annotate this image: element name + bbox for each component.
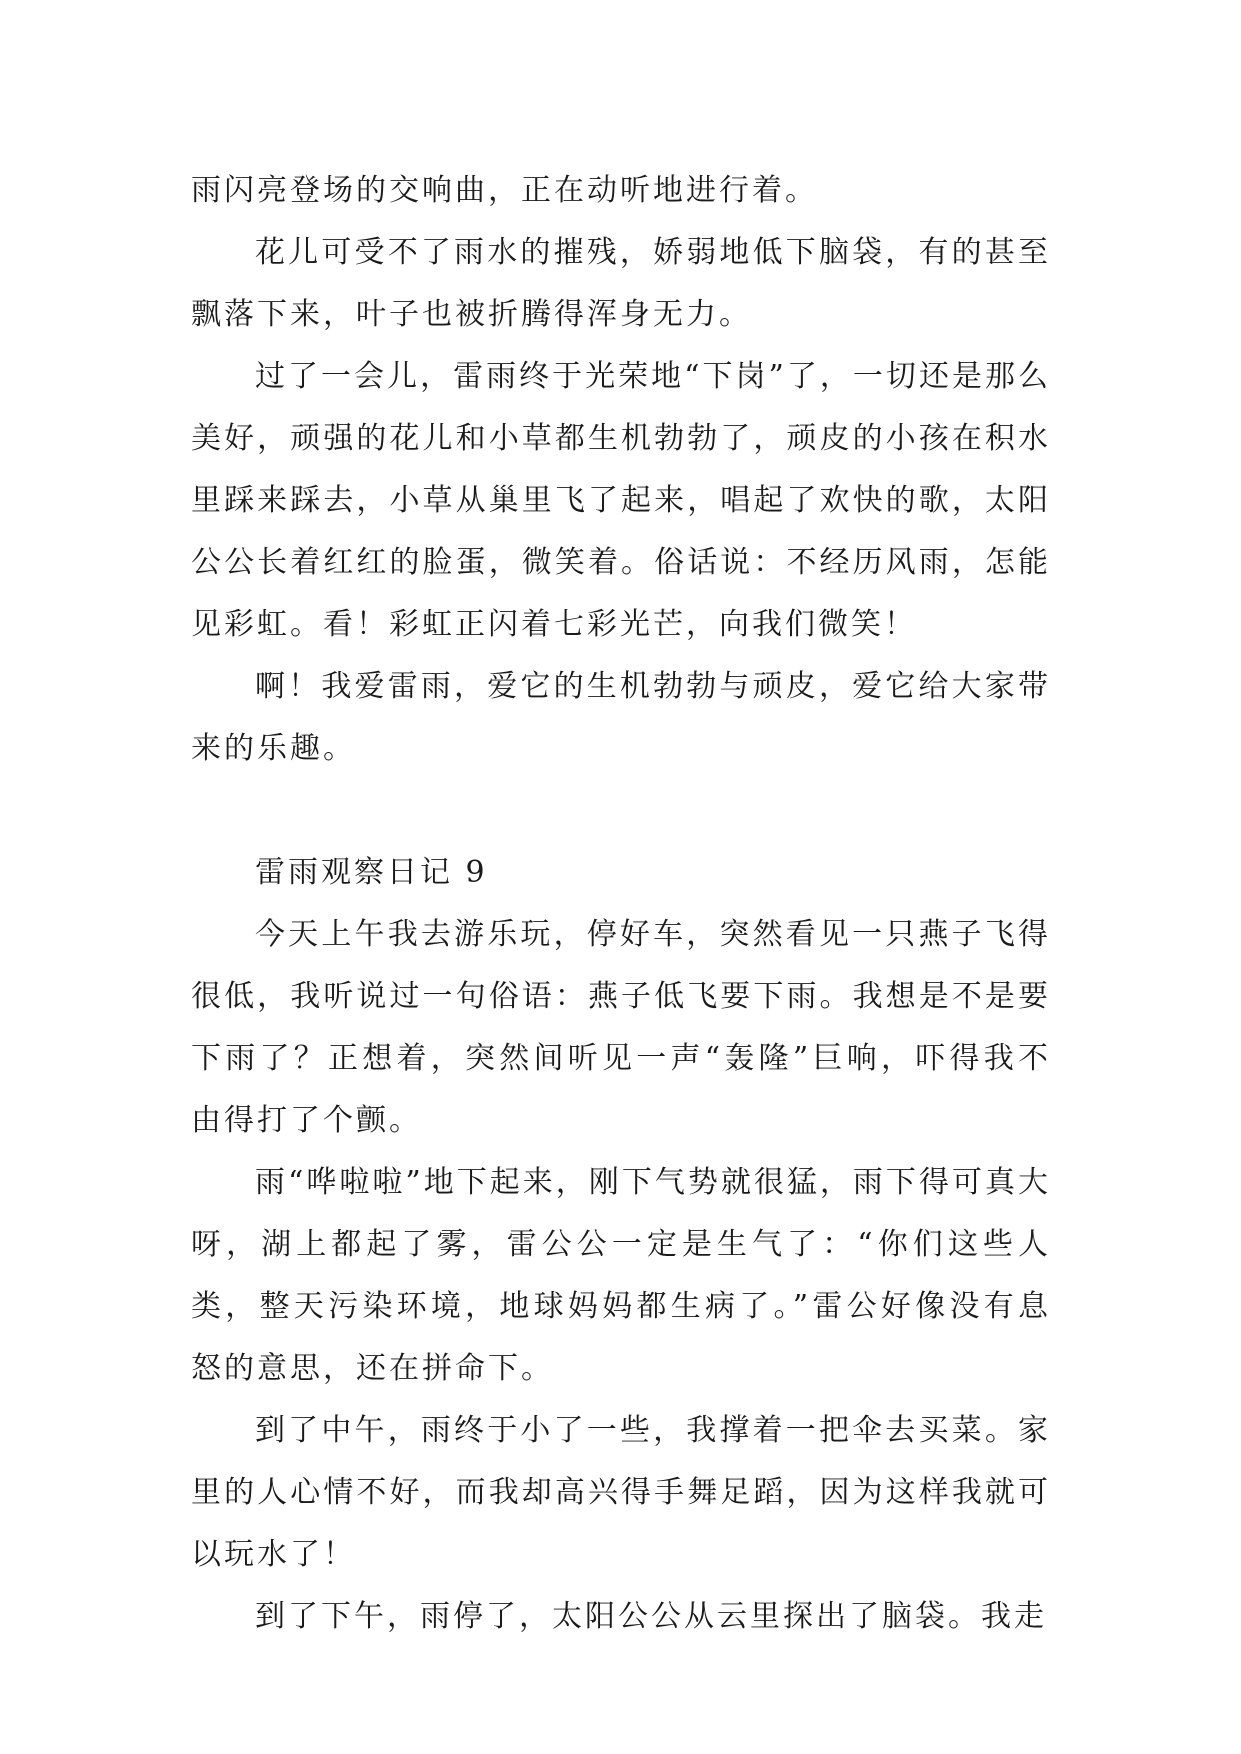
paragraph-noon: 到了中午，雨终于小了一些，我撑着一把伞去买菜。家里的人心情不好，而我却高兴得手舞足蹈，因为这样我就可以玩水了！ (191, 1413, 1051, 1572)
paragraph-rain-falls: 雨“哗啦啦”地下起来，刚下气势就很猛，雨下得可真大呀，湖上都起了雾，雷公公一定是生气了：“你们这些人类，整天污染环境，地球妈妈都生病了。”雷公好像没有息怒的意思，还在拼命下。 (191, 1165, 1051, 1386)
paragraph-continuation: 雨闪亮登场的交响曲，正在动听地进行着。 (191, 173, 818, 208)
document-body (191, 160, 1051, 1648)
paragraph-morning: 今天上午我去游乐玩，停好车，突然看见一只燕子飞得很低，我听说过一句俗语：燕子低飞要下雨。我想是不是要下雨了？正想着，突然间听见一声“轰隆”巨响，吓得我不由得打了个颤。 (191, 917, 1051, 1138)
paragraph-conclusion: 啊！我爱雷雨，爱它的生机勃勃与顽皮，爱它给大家带来的乐趣。 (191, 669, 1051, 766)
section-spacer (191, 780, 1051, 842)
paragraph-after-rain: 过了一会儿，雷雨终于光荣地“下岗”了，一切还是那么美好，顽强的花儿和小草都生机勃勃了，顽皮的小孩在积水里踩来踩去，小草从巢里飞了起来，唱起了欢快的歌，太阳公公长着红红的脸蛋，微笑着。俗话说：不经历风雨，怎能见彩虹。看！彩虹正闪着七彩光芒，向我们微笑！ (191, 359, 1051, 642)
paragraph-flowers: 花儿可受不了雨水的摧残，娇弱地低下脑袋，有的甚至飘落下来，叶子也被折腾得浑身无力。 (191, 235, 1051, 332)
paragraph-afternoon: 到了下午，雨停了，太阳公公从云里探出了脑袋。我走 (255, 1599, 1047, 1634)
section-title: 雷雨观察日记 9 (255, 855, 488, 890)
